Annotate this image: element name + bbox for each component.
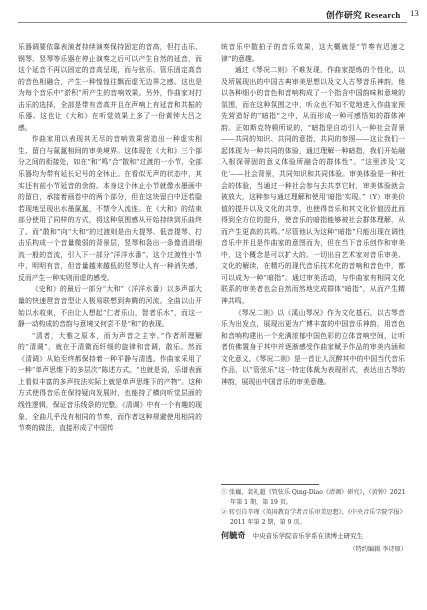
left-paragraph-3: 《史和》的最后一部分“大和”（洋洋水番）以多声部大量的快速琶音音型让人极易联想到奔腾的河流。全曲以山开始以水收束，不由让人想起“仁者乐山，智者乐水”，而这一静一动构成的音韵与意境又何尝不是“和”的表现。 [18,285,202,329]
right-paragraph-2: 通过《琴况二则》不难发现，作曲家提炼的个性化，以及所展现出的中国古典审美思想以及文人古琴音乐神韵。他以各种细小的音色和音响构成了一个指含中国韵味和意境的氛围，而在这种氛围之中，听众也不知不觉地进入作曲家预先营造好的“暗指”之中，从而形成一种可感悟知的群体神韵。正如斯克特顿所说的，“暗指是自动引入一种社会背景——共同的知识、共同的意指，共同的参照——这让我们一起体现为一种共同的体验，通过理解一种暗指，我们开始融入根深蒂固的意义体验所融合的群体性”。“这里涉及‘文化’——社会背景，共同知识和共同体验。审美体验是一种社会的体验，当通过一种社会参与去共享它时，审美体验就会被放大，这种参与通过理解和使用‘暗指’实现。”（Y）审美价值的提升以及文化的共享，也使得音乐和其文化价值因此而得到全方位的提升，使音乐的暗指能够被社会群体理解，从而产生更高的共鸣。”尽管他认为这种“暗指”只能出现在调性音乐中并且是作曲家的意图而为，但在当下音乐创作和审美中，这个概念是可以扩大的。一切出自艺术家对音乐审美、文化的解读，在精巧的现代音乐技术化的音响和音色中，都可以成为一种“暗指”。通过审美活动，与作曲家有相同文化联系的审美者也会自然而然地完成群体“暗指”，从而产生精神共鸣。 [221,66,405,306]
left-paragraph-2: 作曲家用以表现其无尽的音响效果营造出一种虚实相生、留白与氤氲相间的审美境界。这体现在《大和》三个部分之间的衔接处，如在“和”鸣“合”散和“过渡的一小节，全部乐器均为带有延长记号的全休止。在看似无声的状态中，其实还有前小节延音的余韵。本身这个休止小节就像水墨画中的留白，承接着画卷中的两个部分，但在这块留白中还若隐若现地呈现出水墨氤氲，不禁令人流连。在《大和》的结束部分使用了同样的方式，将这种氛围感从开始持续到乐曲终了。而“散和”向“大和”的过渡则是由大提琴、低音提琴、打击乐构成一个音量微弱的背景层，竖琴和袅出一条像涓涓细流一般的音流，引入下一部分“洋洋水番”。这个过渡性小节中，明明有音，但音量越来越低的竖琴让人有一种消失感，反而产生一种实则而虚的感受。 [18,135,202,282]
left-column [18,42,202,435]
author-affiliation: 中央音乐学院音乐学系在读博士研究生 [252,532,364,540]
footnotes [221,488,407,528]
section-label: 创作研究 Research [326,10,401,20]
right-column [221,42,405,388]
header-rule [18,22,407,23]
right-paragraph-1: 统音乐中散拍子的音乐效果，这大概就是“节奏有迟速之律”的意趣。 [221,43,405,63]
author-line [221,530,411,542]
right-paragraph-3: 《琴况二则》以《溪山琴况》作为文化基石，以古琴音乐为出发点，展现出更为广博丰富的中国音乐神韵，用音色和音响构建出一个充满浓郁中国色彩的立体音响空间，让听者仿佛置身于其中并逐渐感受作曲家赋予作品的审美内涵和文化意义。《琴况二则》是一首让人沉醉其中的中国当代音乐作品，以“管弦乐”这一特定体裁为表现形式，表达出古琴的神韵，展现出中国音乐的审美意趣。 [221,308,405,386]
footnote-2: ② 转引自辛瑾《英国教育学者音乐审美思想》，《中央音乐学院学报》2011 年第 2 期，第 9 页。 [221,508,406,526]
left-paragraph-4: “清者，大雅之原本，而为声音之主宰。”作者所理解的“清调”，就在于清微而纤细的旋律和音调，散乐。然而《清调》从始至终都保持着一种平静与清透。作曲家采用了一种“单声思维下的多层次”陈述方式。“也就是说，乐谱表面上看似丰富的多声技法实际上就是单声思维下的产物”。这种方式使得音乐在保持疑向发展时，也能持了横向听觉层面的线性逻辑，保证音乐线条的完整。《清调》中有一个有趣的现象，全曲几乎没有相同的节奏，而作者这种规避使用相同的节奏的做法，直接形成了中国传 [18,331,202,433]
footnote-1: ① 张巍、裴礼超《管弦乐 Qing-Diao《清调》研究》，《黄钟》2021 年第 1 期，第 19 页。 [221,489,406,506]
left-paragraph-1: 乐器调要依靠表演者持续演奏保持固定的音高，但打击乐、钢琴、竖琴等乐器在停止演奏之后可以产生自然的延音，而这个延音不再以固定的音高呈现，而与弦乐、管乐固定高音的音色相融合，产生一种惶惶往飘而虚无边界之感。这也是为每个音乐中“淤积”所产生的音响效果。另外，作曲家对打击乐的选择，全部是带有音高并且在声响上有延音和共振的乐器。这也让《大和》在听觉效果上多了一份黄钟大吕之感。 [18,43,202,132]
footnote-rule [221,484,319,485]
page-number: 13 [410,8,419,18]
editor-credit: （特约编辑 李诗原） [349,546,407,553]
running-header [0,0,427,26]
author-name: 何毓奇 [221,530,246,540]
